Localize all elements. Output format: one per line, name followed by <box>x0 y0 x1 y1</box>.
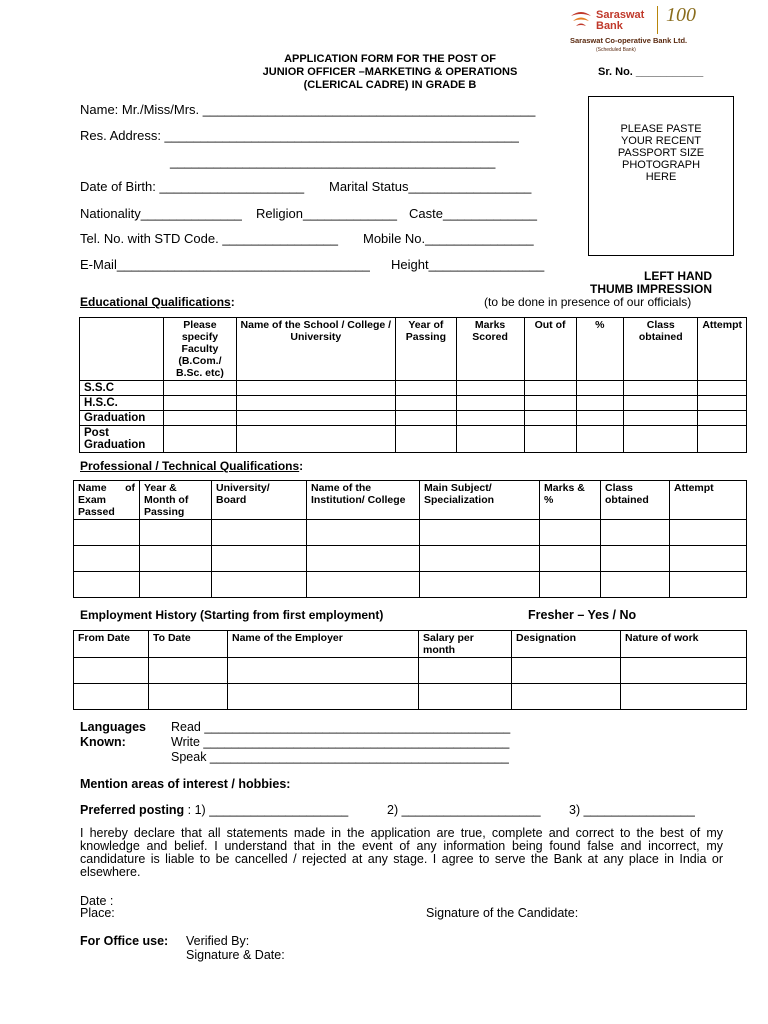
edu-header-row <box>80 318 747 381</box>
posting-choice-1[interactable]: : 1) ____________________ <box>184 803 349 817</box>
prof-cell[interactable] <box>212 520 307 546</box>
thumb-impression-label <box>560 270 712 296</box>
prof-cell[interactable] <box>307 520 420 546</box>
prof-header-subject: Main Subject/ Specialization <box>420 481 540 520</box>
prof-cell[interactable] <box>420 546 540 572</box>
edu-row-hsc <box>80 396 747 411</box>
prof-cell[interactable] <box>212 546 307 572</box>
date-field[interactable]: Date : <box>80 894 114 908</box>
photo-box[interactable] <box>588 96 734 256</box>
interests-label[interactable]: Mention areas of interest / hobbies: <box>80 777 291 791</box>
logo-divider <box>657 6 658 34</box>
emp-cell[interactable] <box>149 658 228 684</box>
office-use-label: For Office use: <box>80 934 169 948</box>
edu-cell[interactable] <box>576 381 624 396</box>
prof-cell[interactable] <box>307 546 420 572</box>
edu-cell[interactable] <box>164 381 236 396</box>
edu-heading-colon: : <box>230 295 235 309</box>
prof-cell[interactable] <box>670 520 747 546</box>
emp-cell[interactable] <box>419 658 512 684</box>
prof-heading-text: Professional / Technical Qualifications <box>80 459 300 473</box>
edu-header-faculty: Please specify Faculty (B.Com./ B.Sc. etc) <box>164 318 236 381</box>
logo-bank-name <box>596 10 644 32</box>
office-signature-date: Signature & Date: <box>186 948 285 962</box>
height-field[interactable]: Height________________ <box>391 257 545 272</box>
prof-cell[interactable] <box>601 546 670 572</box>
edu-header-percent: % <box>576 318 624 381</box>
edu-cell[interactable] <box>164 411 236 426</box>
prof-header-university: University/ Board <box>212 481 307 520</box>
prof-cell[interactable] <box>212 572 307 598</box>
centenary-mark: 100 <box>666 4 696 26</box>
prof-header-row <box>74 481 747 520</box>
emp-cell[interactable] <box>621 684 747 710</box>
emp-header-to: To Date <box>149 631 228 658</box>
prof-cell[interactable] <box>540 572 601 598</box>
edu-row-ssc <box>80 381 747 396</box>
logo-line1: Saraswat <box>596 9 645 21</box>
emp-header-employer: Name of the Employer <box>228 631 419 658</box>
edu-cell[interactable] <box>396 426 457 453</box>
religion-field[interactable]: Religion_____________ <box>256 206 397 221</box>
prof-cell[interactable] <box>74 546 140 572</box>
prof-cell[interactable] <box>307 572 420 598</box>
thumb-line2: THUMB IMPRESSION <box>589 282 712 296</box>
professional-table <box>73 480 747 598</box>
serial-number[interactable]: Sr. No. ___________ <box>598 66 704 78</box>
edu-cell[interactable] <box>524 411 576 426</box>
edu-cell[interactable] <box>524 426 576 453</box>
caste-field[interactable]: Caste_____________ <box>409 206 537 221</box>
emp-header-from: From Date <box>74 631 149 658</box>
language-speak-field[interactable]: Speak ___________________________________________ <box>171 750 509 764</box>
verified-by: Verified By: <box>186 934 250 948</box>
edu-header-class: Class obtained <box>624 318 698 381</box>
edu-header-year: Year of Passing <box>396 318 457 381</box>
title-line1: APPLICATION FORM FOR THE POST OF <box>284 53 496 65</box>
edu-cell[interactable] <box>624 396 698 411</box>
edu-cell[interactable] <box>624 426 698 453</box>
emp-header-nature: Nature of work <box>621 631 747 658</box>
edu-cell[interactable] <box>576 411 624 426</box>
emp-cell[interactable] <box>228 658 419 684</box>
emp-cell[interactable] <box>621 658 747 684</box>
posting-label: Preferred posting <box>80 803 185 817</box>
language-write-field[interactable]: Write ____________________________________________ <box>171 735 510 749</box>
edu-cell[interactable] <box>164 426 236 453</box>
languages-fields <box>171 720 510 765</box>
emp-cell[interactable] <box>74 684 149 710</box>
prof-heading <box>80 459 303 473</box>
emp-row <box>74 684 747 710</box>
prof-cell[interactable] <box>420 520 540 546</box>
languages-label-2: Known: <box>80 735 126 749</box>
prof-header-class: Class obtained <box>601 481 670 520</box>
prof-row <box>74 546 747 572</box>
prof-row <box>74 572 747 598</box>
edu-cell[interactable] <box>624 411 698 426</box>
posting-choice-3[interactable]: 3) ________________ <box>569 803 695 817</box>
edu-cell[interactable] <box>698 426 747 453</box>
preferred-posting <box>80 803 348 817</box>
prof-header-attempt: Attempt <box>670 481 747 520</box>
employment-heading: Employment History (Starting from first employment) <box>80 608 384 622</box>
bank-logo <box>566 6 716 54</box>
prof-heading-colon: : <box>299 459 304 473</box>
edu-cell[interactable] <box>396 411 457 426</box>
prof-cell[interactable] <box>601 520 670 546</box>
title-line2: JUNIOR OFFICER –MARKETING & OPERATIONS <box>262 66 518 78</box>
languages-label-1: Languages <box>80 720 146 734</box>
email-field[interactable]: E-Mail___________________________________ <box>80 257 370 272</box>
photo-text-1: PLEASE PASTE <box>620 123 702 135</box>
edu-cell[interactable] <box>164 396 236 411</box>
edu-cell[interactable] <box>524 381 576 396</box>
edu-header-school: Name of the School / College / University <box>236 318 396 381</box>
declaration-text: I hereby declare that all statements made in the application are true, complete and correct to the best of my knowledge and belief. I understand that in the event of any information being found false and incorrect, my candidature is liable to be cancelled / rejected at any stage. I agree to serve the Bank at any place in India or elsewhere. <box>80 826 723 879</box>
emp-cell[interactable] <box>512 684 621 710</box>
posting-choice-2[interactable]: 2) ____________________ <box>387 803 541 817</box>
emp-cell[interactable] <box>419 684 512 710</box>
edu-cell[interactable] <box>456 411 524 426</box>
edu-cell[interactable] <box>698 411 747 426</box>
emp-cell[interactable] <box>512 658 621 684</box>
prof-cell[interactable] <box>540 546 601 572</box>
edu-cell[interactable] <box>576 426 624 453</box>
edu-cell[interactable] <box>524 396 576 411</box>
edu-cell[interactable] <box>236 381 396 396</box>
language-read-field[interactable]: Read ____________________________________________ <box>171 720 511 734</box>
prof-cell[interactable] <box>670 572 747 598</box>
address-field-2[interactable]: _____________________________________________ <box>170 154 496 169</box>
mobile-field[interactable]: Mobile No._______________ <box>363 231 534 246</box>
title-line3: (CLERICAL CADRE) IN GRADE B <box>303 79 477 91</box>
edu-row-post-graduation <box>80 426 747 453</box>
education-table <box>79 317 747 453</box>
edu-header-out-of: Out of <box>524 318 576 381</box>
dob-field[interactable]: Date of Birth: ____________________ <box>80 179 305 194</box>
edu-row-label: Post Graduation <box>80 426 164 453</box>
telephone-field[interactable]: Tel. No. with STD Code. ________________ <box>80 231 339 246</box>
edu-cell[interactable] <box>456 426 524 453</box>
prof-cell[interactable] <box>140 546 212 572</box>
fresher-choice[interactable]: Fresher – Yes / No <box>528 608 637 622</box>
emp-cell[interactable] <box>228 684 419 710</box>
emp-cell[interactable] <box>74 658 149 684</box>
prof-header-exam: Name of Exam Passed <box>74 481 140 520</box>
prof-cell[interactable] <box>74 572 140 598</box>
prof-header-marks: Marks & % <box>540 481 601 520</box>
edu-row-label: S.S.C <box>80 381 164 396</box>
marital-status-field[interactable]: Marital Status_________________ <box>329 179 532 194</box>
employment-table <box>73 630 747 710</box>
edu-row-graduation <box>80 411 747 426</box>
logo-scheduled: (Scheduled Bank) <box>596 47 636 53</box>
logo-full-name: Saraswat Co-operative Bank Ltd. <box>570 36 688 45</box>
thumb-note: (to be done in presence of our officials) <box>484 295 692 309</box>
thumb-line1: LEFT HAND <box>644 269 712 283</box>
prof-row <box>74 520 747 546</box>
edu-cell[interactable] <box>624 381 698 396</box>
photo-text-4: PHOTOGRAPH <box>621 159 701 171</box>
edu-cell[interactable] <box>236 426 396 453</box>
edu-cell[interactable] <box>396 396 457 411</box>
edu-cell[interactable] <box>698 396 747 411</box>
edu-cell[interactable] <box>396 381 457 396</box>
prof-header-institution: Name of the Institution/ College <box>307 481 420 520</box>
photo-text-5: HERE <box>645 171 677 183</box>
edu-cell[interactable] <box>236 396 396 411</box>
bank-emblem-icon <box>570 10 592 28</box>
edu-header-blank <box>80 318 164 381</box>
edu-heading-text: Educational Qualifications <box>80 295 231 309</box>
edu-heading <box>80 295 235 309</box>
form-title <box>200 53 580 92</box>
edu-header-marks: Marks Scored <box>456 318 524 381</box>
edu-cell[interactable] <box>456 396 524 411</box>
edu-row-label: Graduation <box>80 411 164 426</box>
prof-cell[interactable] <box>420 572 540 598</box>
prof-cell[interactable] <box>540 520 601 546</box>
edu-cell[interactable] <box>236 411 396 426</box>
edu-header-attempt: Attempt <box>698 318 747 381</box>
edu-cell[interactable] <box>576 396 624 411</box>
prof-header-year: Year & Month of Passing <box>140 481 212 520</box>
nationality-field[interactable]: Nationality______________ <box>80 206 242 221</box>
prof-cell[interactable] <box>601 572 670 598</box>
name-field[interactable]: Name: Mr./Miss/Mrs. ______________________________________________ <box>80 102 536 117</box>
prof-cell[interactable] <box>140 520 212 546</box>
emp-header-row <box>74 631 747 658</box>
logo-line2: Bank <box>596 20 623 32</box>
edu-row-label: H.S.C. <box>80 396 164 411</box>
prof-cell[interactable] <box>670 546 747 572</box>
prof-cell[interactable] <box>140 572 212 598</box>
photo-text-3: PASSPORT SIZE <box>617 147 705 159</box>
candidate-signature[interactable]: Signature of the Candidate: <box>426 906 579 920</box>
edu-cell[interactable] <box>456 381 524 396</box>
place-field[interactable]: Place: <box>80 906 115 920</box>
emp-row <box>74 658 747 684</box>
prof-cell[interactable] <box>74 520 140 546</box>
emp-header-salary: Salary per month <box>419 631 512 658</box>
languages-label <box>80 720 146 750</box>
address-field-1[interactable]: Res. Address: _________________________________________________ <box>80 128 519 143</box>
emp-cell[interactable] <box>149 684 228 710</box>
emp-header-designation: Designation <box>512 631 621 658</box>
photo-text-2: YOUR RECENT <box>620 135 702 147</box>
edu-cell[interactable] <box>698 381 747 396</box>
